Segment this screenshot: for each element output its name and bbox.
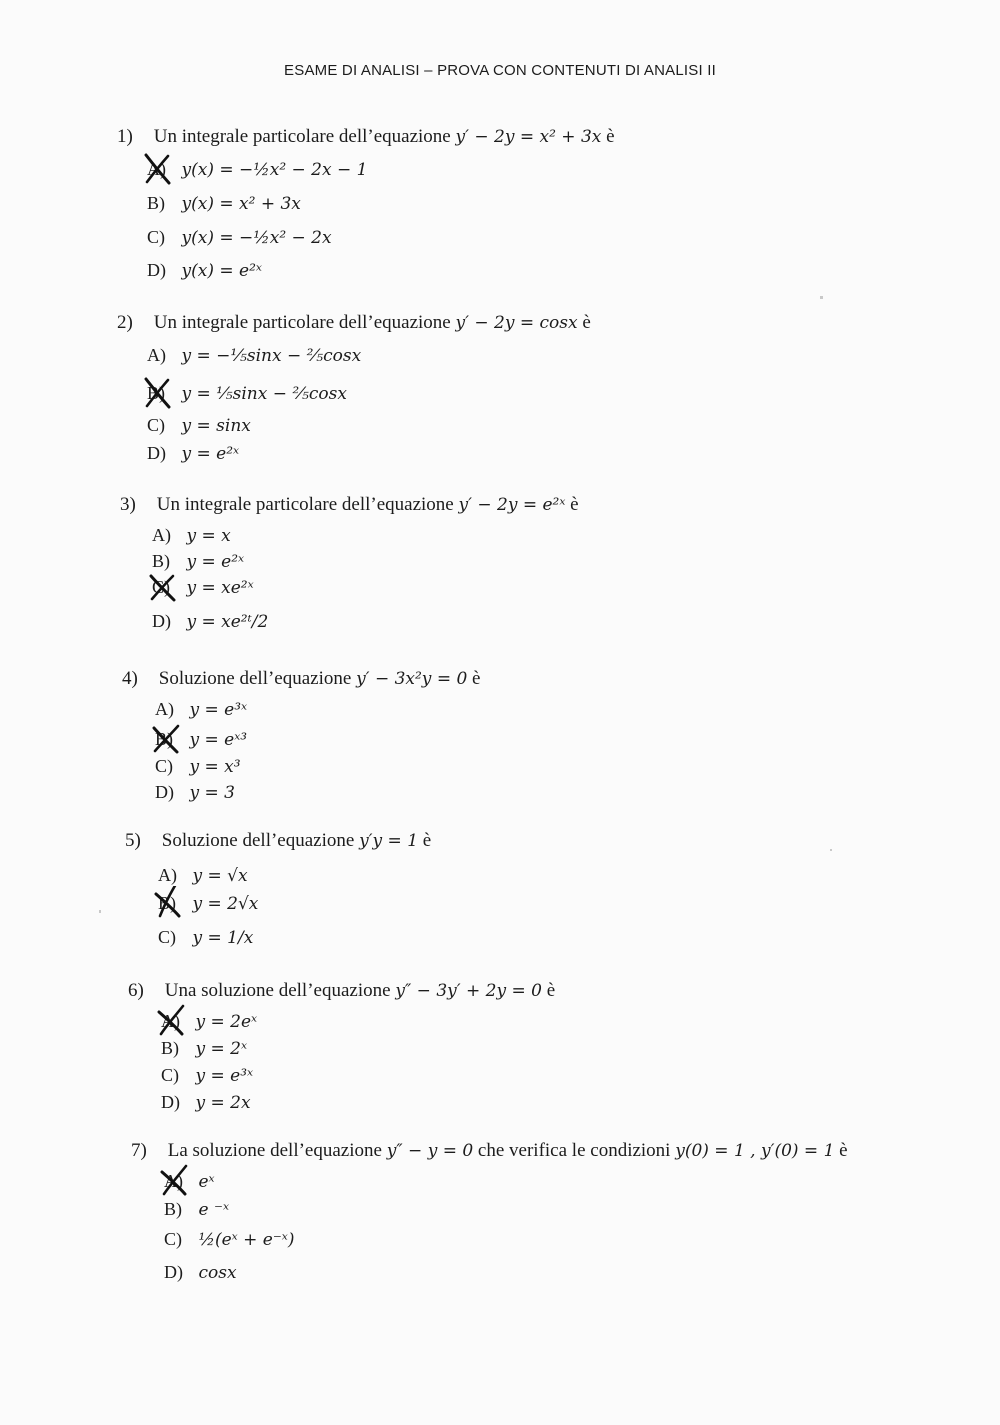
option-a[interactable] (155, 698, 247, 721)
option-b[interactable] (147, 382, 347, 405)
option-expression: y = −⅕sinx − ⅖cosx (181, 346, 362, 366)
option-a[interactable] (147, 344, 361, 367)
option-c[interactable] (161, 1064, 253, 1087)
option-d[interactable] (161, 1091, 251, 1114)
question-tail: è (422, 830, 432, 851)
option-letter: A) (158, 865, 177, 885)
option-expression: y = e³ˣ (189, 700, 248, 720)
option-b[interactable] (161, 1037, 247, 1060)
option-letter: B) (164, 1199, 182, 1219)
option-letter: A) (152, 525, 171, 545)
option-letter: B) (152, 551, 170, 571)
option-letter: C) (147, 227, 165, 247)
x-mark-icon (152, 886, 186, 920)
question-number: 4) (122, 668, 138, 689)
question-tail: è (570, 494, 579, 515)
question-text: Soluzione dell’equazione (158, 668, 352, 689)
question-text: Soluzione dell’equazione (161, 830, 355, 851)
option-letter: A) (161, 1011, 180, 1031)
option-expression: ½(eˣ + e⁻ˣ) (198, 1230, 295, 1250)
option-d[interactable] (152, 610, 268, 633)
option-expression: y = e³ˣ (195, 1066, 254, 1086)
option-expression: y = 2x (195, 1093, 251, 1113)
option-d[interactable] (155, 781, 235, 804)
question-stem (125, 830, 431, 852)
question-text: Un integrale particolare dell’equazione (153, 126, 451, 147)
question-equation: y′ − 3x²y = 0 (356, 669, 468, 689)
option-expression: y = 1/x (192, 928, 254, 948)
question-equation: y″ − 3y′ + 2y = 0 (395, 981, 542, 1001)
question-equation: y″ − y = 0 (386, 1141, 474, 1161)
option-letter: D) (155, 782, 174, 802)
option-letter: C) (155, 756, 173, 776)
option-letter: C) (158, 927, 176, 947)
x-mark-icon (146, 570, 180, 604)
question-tail: è (839, 1140, 848, 1161)
x-mark-icon (141, 376, 175, 410)
option-a[interactable] (164, 1170, 215, 1193)
option-expression: y = 3 (189, 783, 235, 803)
option-c[interactable] (152, 576, 254, 599)
option-c[interactable] (147, 414, 251, 437)
question-number: 3) (120, 494, 136, 515)
option-expression: y = sinx (181, 416, 251, 436)
option-expression: y = 2eˣ (195, 1012, 258, 1032)
question-equation: y′y = 1 (359, 831, 419, 851)
question-text: Un integrale particolare dell’equazione (156, 494, 454, 515)
option-a[interactable] (152, 524, 231, 547)
option-c[interactable] (158, 926, 253, 949)
option-c[interactable] (155, 755, 241, 778)
question-conditions: y(0) = 1 , y′(0) = 1 (675, 1141, 835, 1161)
question-stem (117, 126, 615, 148)
question-text: Un integrale particolare dell’equazione (153, 312, 451, 333)
question-text: Una soluzione dell’equazione (164, 980, 391, 1001)
x-mark-icon (141, 152, 175, 186)
question-tail: è (606, 126, 615, 147)
question-tail: è (582, 312, 591, 333)
question-stem (117, 312, 591, 334)
option-expression: y = x³ (189, 757, 241, 777)
option-expression: y = e²ˣ (186, 552, 245, 572)
exam-title: ESAME DI ANALISI – PROVA CON CONTENUTI DI ANALISI II (284, 62, 716, 79)
question-equation: y′ − 2y = e²ˣ (458, 495, 566, 515)
option-expression: y = 2ˣ (195, 1039, 248, 1059)
option-expression: cosx (198, 1263, 237, 1283)
option-letter: B) (147, 193, 165, 213)
option-letter: C) (164, 1229, 182, 1249)
question-equation: y′ − 2y = x² + 3x (455, 127, 602, 147)
question-number: 2) (117, 312, 133, 333)
question-stem (122, 668, 480, 690)
question-number: 1) (117, 126, 133, 147)
question-text: La soluzione dell’equazione (167, 1140, 382, 1161)
option-expression: y(x) = e²ˣ (181, 261, 262, 281)
x-mark-icon (149, 722, 183, 756)
question-tail: è (472, 668, 481, 689)
option-letter: A) (147, 345, 166, 365)
scan-speck (830, 849, 832, 851)
option-letter: D) (147, 443, 166, 463)
option-b[interactable] (164, 1198, 229, 1221)
question-number: 6) (128, 980, 144, 1001)
option-letter: C) (152, 577, 170, 597)
option-expression: y = √x (192, 866, 248, 886)
option-letter: B) (155, 729, 173, 749)
question-stem (128, 980, 555, 1002)
option-letter: D) (152, 611, 171, 631)
option-letter: A) (155, 699, 174, 719)
option-a[interactable] (161, 1010, 257, 1033)
option-b[interactable] (155, 728, 247, 751)
option-expression: y = x (186, 526, 231, 546)
question-stem (131, 1140, 848, 1162)
option-letter: D) (164, 1262, 183, 1282)
option-expression: y = eˣ³ (189, 730, 248, 750)
x-mark-icon (155, 1004, 189, 1038)
option-b[interactable] (147, 192, 301, 215)
option-letter: A) (164, 1171, 183, 1191)
option-letter: D) (161, 1092, 180, 1112)
option-expression: y = ⅕sinx − ⅖cosx (181, 384, 347, 404)
question-tail: è (546, 980, 556, 1001)
question-stem (120, 494, 579, 516)
x-mark-icon (158, 1164, 192, 1198)
option-c[interactable] (164, 1228, 294, 1251)
option-expression: y(x) = x² + 3x (181, 194, 301, 214)
option-d[interactable] (147, 442, 239, 465)
option-expression: y = 2√x (192, 894, 259, 914)
question-equation: y′ − 2y = cosx (455, 313, 578, 333)
option-b[interactable] (158, 892, 258, 915)
option-expression: y(x) = −½x² − 2x − 1 (181, 160, 368, 180)
option-a[interactable] (158, 864, 248, 887)
scan-speck (820, 296, 823, 299)
option-letter: C) (147, 415, 165, 435)
option-a[interactable] (147, 158, 367, 181)
option-expression: y = xe²ᵗ/2 (186, 612, 269, 632)
option-letter: B) (161, 1038, 179, 1058)
scan-speck (99, 910, 101, 913)
option-letter: A) (147, 159, 166, 179)
question-text-2: che verifica le condizioni (477, 1140, 671, 1161)
option-expression: eˣ (198, 1172, 215, 1192)
option-expression: e ⁻ˣ (198, 1200, 229, 1220)
option-c[interactable] (147, 226, 332, 249)
option-expression: y(x) = −½x² − 2x (181, 228, 332, 248)
option-expression: y = xe²ˣ (186, 578, 254, 598)
option-letter: C) (161, 1065, 179, 1085)
option-letter: B) (147, 383, 165, 403)
option-letter: D) (147, 260, 166, 280)
option-d[interactable] (164, 1261, 237, 1284)
question-number: 5) (125, 830, 141, 851)
option-expression: y = e²ˣ (181, 444, 240, 464)
option-d[interactable] (147, 259, 262, 282)
question-number: 7) (131, 1140, 147, 1161)
option-letter: B) (158, 893, 176, 913)
